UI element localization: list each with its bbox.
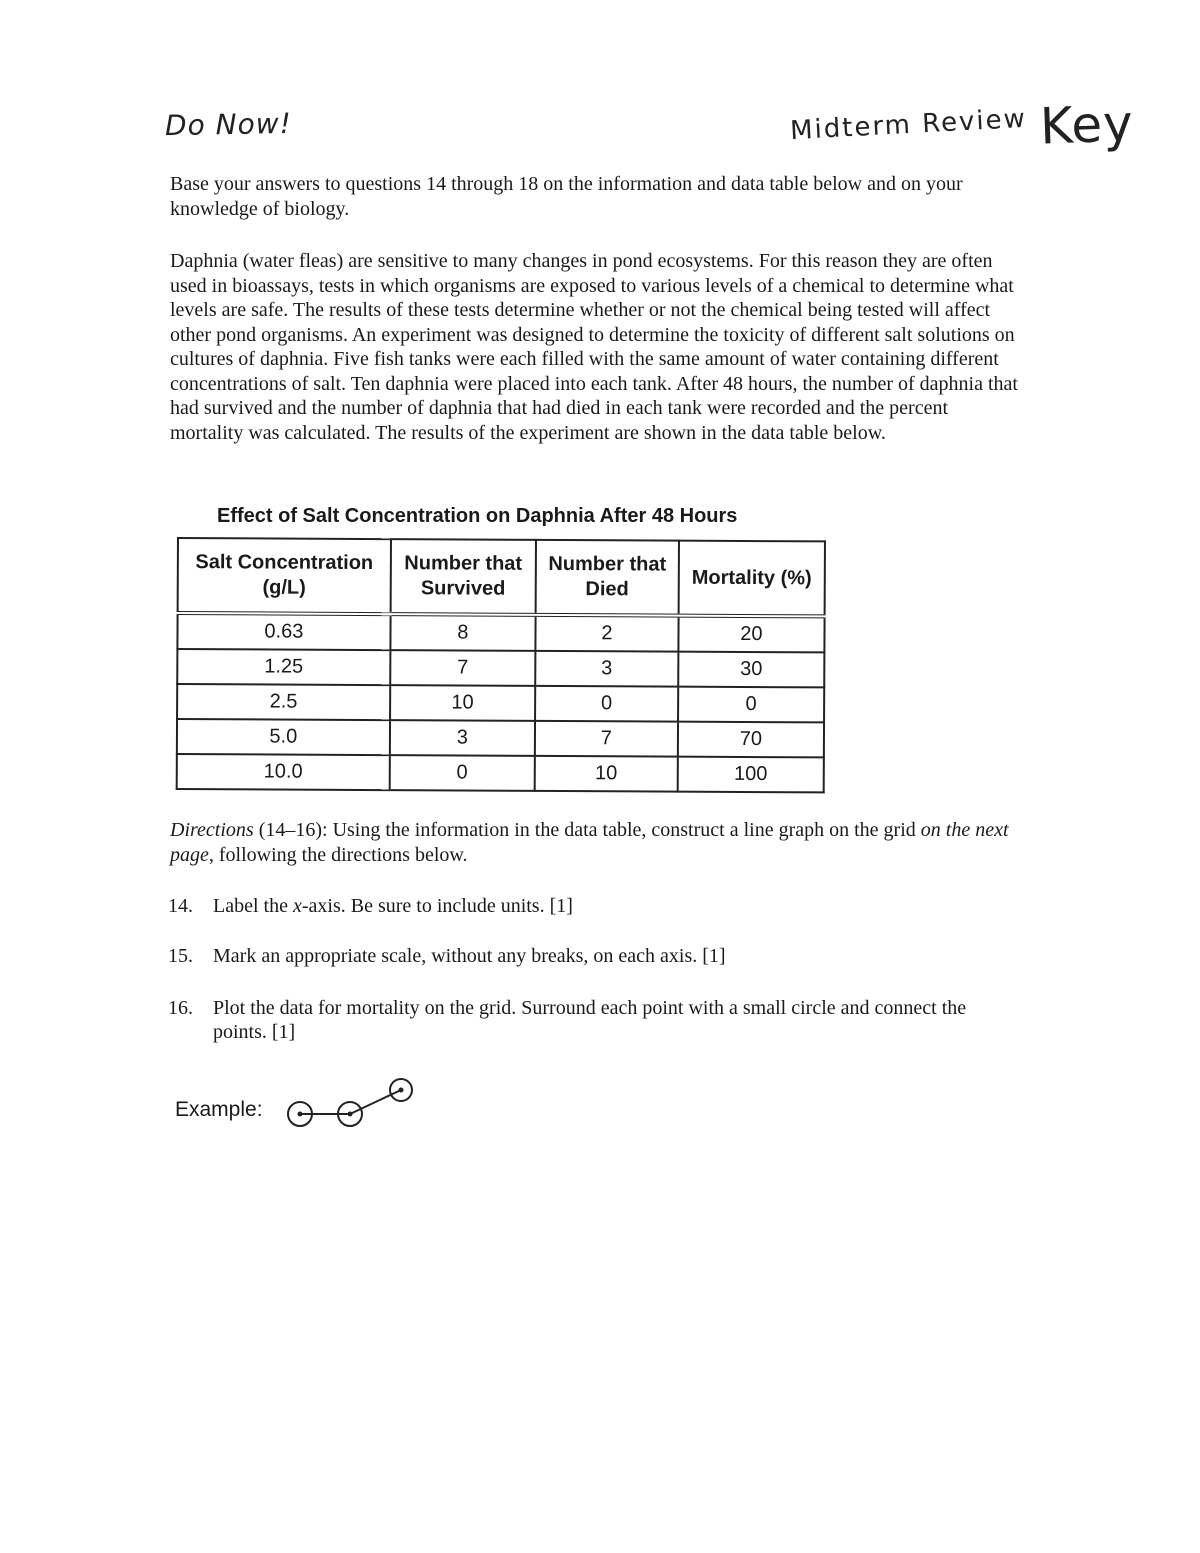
example-dot — [348, 1112, 353, 1117]
header-line: (g/L) — [262, 576, 306, 599]
header-line: Number that — [548, 552, 667, 576]
question-text — [213, 894, 1013, 918]
scenario-paragraph: Daphnia (water fleas) are sensitive to many changes in pond ecosystems. For this reason they are often used in bioassays, tests in which organisms are exposed to various levels of a chemical to determine what levels are safe. The results of these tests determine whether or not the chemical being tested will affect other pond organisms. An experiment was designed to determine the toxicity of different salt solutions on cultures of daphnia. Five fish tanks were each filled with the same amount of water containing different concentrations of salt. Ten daphnia were placed into each tank. After 48 hours, the number of daphnia that had survived and the number of daphnia that had died in each tank were recorded and the percent mortality was calculated. The results of the experiment are shown in the data table below. — [170, 250, 1018, 444]
cell-died: 2 — [535, 615, 678, 652]
header-died — [536, 540, 679, 616]
cell-mortality: 100 — [678, 757, 824, 793]
directions-paragraph — [170, 818, 1020, 867]
midterm-review-handwritten: Midterm Review — [789, 103, 1028, 147]
header-mortality — [679, 541, 825, 617]
question-number: 15. — [168, 945, 193, 967]
cell-mortality: 0 — [678, 687, 824, 723]
table-row — [177, 754, 824, 792]
table-row — [177, 613, 824, 652]
header-line: Died — [585, 578, 629, 601]
cell-concentration: 2.5 — [177, 684, 390, 720]
cell-concentration: 5.0 — [177, 719, 390, 755]
cell-survived: 10 — [390, 685, 535, 721]
header-salt-concentration — [178, 538, 391, 614]
cell-died: 7 — [535, 721, 678, 757]
cell-survived: 7 — [390, 650, 535, 686]
directions-label: Directions — [170, 819, 254, 841]
question-text-post: -axis. Be sure to include units. [1] — [301, 895, 573, 917]
cell-concentration: 0.63 — [177, 613, 390, 650]
question-text: Mark an appropriate scale, without any breaks, on each axis. [1] — [213, 945, 726, 967]
question-text: Plot the data for mortality on the grid. Surround each point with a small circle and connect the points. [1] — [213, 997, 967, 1043]
header-survived — [390, 539, 535, 615]
example-dot — [298, 1112, 303, 1117]
directions-emphasis: on the next page — [170, 819, 1009, 866]
example-dot — [399, 1088, 404, 1093]
table-title: Effect of Salt Concentration on Daphnia After 48 Hours — [217, 505, 738, 527]
cell-concentration: 1.25 — [177, 649, 390, 685]
cell-died: 3 — [535, 651, 678, 687]
cell-died: 0 — [535, 686, 678, 722]
cell-concentration: 10.0 — [177, 754, 390, 790]
cell-died: 10 — [535, 756, 678, 792]
data-table — [176, 537, 826, 793]
question-number: 16. — [168, 997, 193, 1019]
cell-mortality: 30 — [678, 652, 824, 688]
cell-mortality: 70 — [678, 722, 824, 758]
question-number: 14. — [168, 895, 193, 917]
table-header-row — [178, 538, 825, 616]
example-plot-icon — [280, 1070, 430, 1140]
cell-survived: 8 — [390, 614, 535, 651]
cell-mortality: 20 — [678, 616, 824, 653]
do-now-handwritten: Do Now! — [164, 106, 293, 143]
directions-tail: , following the directions below. — [208, 843, 468, 866]
header-line: Number that — [404, 552, 523, 575]
directions-text: (14–16): Using the information in the data table, construct a line graph on the grid — [258, 819, 916, 841]
intro-paragraph: Base your answers to questions 14 through 18 on the information and data table below and on your knowledge of biology. — [170, 173, 963, 220]
question-variable: x — [292, 895, 302, 917]
question-text-pre: Label the — [213, 895, 293, 917]
key-handwritten: Key — [1039, 94, 1135, 156]
table-row — [177, 684, 824, 722]
example-connector — [350, 1090, 401, 1114]
header-line: Salt Concentration — [195, 551, 374, 575]
table-row — [177, 649, 824, 687]
table-row — [177, 719, 824, 757]
header-line: Survived — [420, 577, 506, 600]
example-label: Example: — [175, 1098, 263, 1121]
header-line: Mortality (%) — [691, 566, 812, 589]
cell-survived: 0 — [390, 755, 535, 791]
cell-survived: 3 — [390, 720, 535, 756]
